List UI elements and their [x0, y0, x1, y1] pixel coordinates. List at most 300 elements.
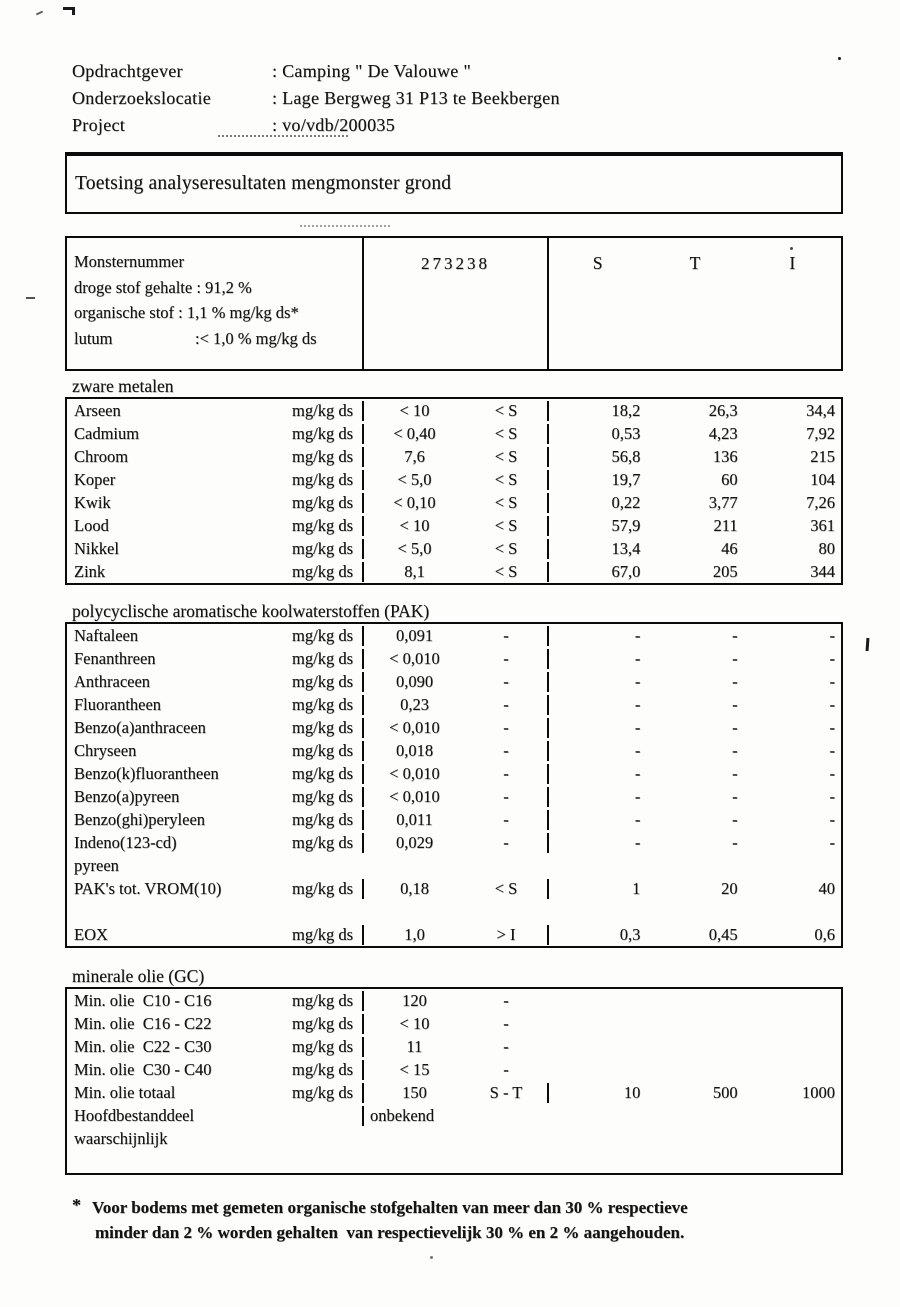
unit-label: mg/kg ds: [292, 924, 353, 944]
test-result-symbol: -: [503, 1059, 509, 1079]
substance-name: Nikkel: [74, 538, 119, 558]
test-result-symbol: -: [503, 648, 509, 668]
row-left-cell: [67, 718, 362, 738]
measured-value: 0,23: [400, 694, 429, 714]
substance-name: Benzo(a)pyreen: [74, 786, 180, 806]
s-value: 1: [632, 878, 641, 898]
i-value: -: [829, 625, 835, 645]
i-value: 104: [810, 469, 835, 489]
unit-label: mg/kg ds: [292, 1036, 353, 1056]
unit-label: mg/kg ds: [292, 469, 353, 489]
measured-value: 0,090: [395, 671, 434, 691]
test-result-symbol: -: [503, 694, 509, 714]
analysis-sections: [0, 375, 900, 1175]
unit-label: mg/kg ds: [292, 446, 353, 466]
measured-value: < 10: [399, 1013, 430, 1033]
report-title-box: [65, 152, 843, 214]
row-standards-cell: [547, 562, 841, 582]
row-left-cell: [67, 493, 362, 513]
row-standards-cell: [547, 493, 841, 513]
table-row: [67, 716, 841, 739]
scan-artifact-dash: [26, 297, 35, 299]
measured-value: 120: [402, 990, 427, 1010]
table-row: [67, 989, 841, 1012]
i-value: -: [829, 763, 835, 783]
row-result-cell: [362, 1037, 547, 1057]
row-result-cell: [362, 764, 547, 784]
s-value: 0,22: [611, 492, 641, 512]
s-value: -: [634, 809, 641, 829]
row-left-cell: [67, 810, 362, 830]
i-value: 361: [810, 515, 835, 535]
row-standards-cell: [547, 879, 841, 899]
table-row: [67, 422, 841, 445]
unit-label: mg/kg ds: [292, 625, 353, 645]
measured-value: < 0,010: [389, 786, 440, 806]
unit-label: mg/kg ds: [292, 648, 353, 668]
table-row: [67, 399, 841, 422]
unit-label: mg/kg ds: [292, 538, 353, 558]
s-value: -: [634, 763, 641, 783]
t-value: 205: [712, 561, 738, 581]
substance-name: Koper: [74, 469, 116, 489]
test-result-symbol: -: [503, 1036, 509, 1056]
row-left-cell: [67, 562, 362, 582]
row-left-cell: [67, 649, 362, 669]
row-result-cell: [362, 1060, 547, 1080]
sample-number-label: Monsternummer: [74, 252, 184, 271]
s-value: -: [634, 694, 641, 714]
scan-artifact-smudge: [218, 131, 348, 137]
scan-artifact-dot: [430, 1256, 433, 1259]
row-standards-cell: [547, 539, 841, 559]
s-value: -: [634, 717, 641, 737]
row-standards-cell: [547, 833, 841, 853]
location-value: : Lage Bergweg 31 P13 te Beekbergen: [272, 88, 560, 108]
t-value: -: [732, 786, 738, 806]
measured-value: < 10: [399, 515, 430, 535]
s-value: 19,7: [611, 469, 641, 489]
test-result-symbol: -: [503, 832, 509, 852]
section-heading: minerale olie (GC): [72, 966, 205, 986]
test-result-symbol: [468, 1106, 547, 1126]
test-result-symbol: > I: [496, 924, 516, 944]
row-left-cell: [67, 470, 362, 490]
table-row: [67, 762, 841, 785]
scan-artifact-corner-mark: [63, 7, 75, 10]
lutum-line: lutum :< 1,0 % mg/kg ds: [74, 328, 317, 348]
analysis-section: [0, 375, 900, 585]
unit-label: mg/kg ds: [292, 717, 353, 737]
substance-name: Hoofdbestanddeel: [74, 1105, 195, 1125]
row-standards-cell: [547, 470, 841, 490]
substance-name: Lood: [74, 515, 109, 535]
test-result-symbol: -: [503, 809, 509, 829]
i-value: -: [829, 809, 835, 829]
test-result-symbol: -: [503, 1013, 509, 1033]
project-value: : vo/vdb/200035: [272, 115, 396, 135]
test-result-symbol: < S: [494, 492, 518, 512]
scan-artifact-dash: [36, 11, 43, 16]
t-value: -: [732, 625, 738, 645]
unit-label: mg/kg ds: [292, 492, 353, 512]
measured-value: 0,018: [395, 740, 434, 760]
row-left-cell: [67, 1014, 362, 1034]
t-value: 0,45: [708, 924, 738, 944]
column-head-t: T: [689, 253, 701, 273]
table-row: [67, 900, 841, 923]
s-value: -: [634, 740, 641, 760]
substance-name: Min. olie C16 - C22: [74, 1013, 212, 1033]
substance-name: Zink: [74, 561, 106, 581]
test-result-symbol: -: [503, 763, 509, 783]
table-row: [67, 445, 841, 468]
s-value: 67,0: [611, 561, 641, 581]
i-value: -: [829, 786, 835, 806]
column-head-s: S: [592, 253, 603, 273]
header-row-location: [72, 85, 900, 112]
i-value: 215: [810, 446, 835, 466]
scan-artifact-dot: [838, 57, 841, 60]
measured-value: < 5,0: [397, 538, 432, 558]
unit-label: mg/kg ds: [292, 694, 353, 714]
row-left-cell: [67, 1106, 362, 1126]
t-value: -: [732, 671, 738, 691]
row-result-cell: [362, 470, 547, 490]
test-result-symbol: < S: [494, 423, 518, 443]
i-value: 7,92: [806, 423, 835, 443]
table-row: [67, 468, 841, 491]
sample-info-table: [65, 236, 843, 371]
row-left-cell: [67, 991, 362, 1011]
unit-label: [261, 856, 362, 876]
row-result-cell: [362, 741, 547, 761]
measured-value: < 0,40: [393, 423, 436, 443]
i-value: -: [829, 740, 835, 760]
row-result-cell: [362, 447, 547, 467]
t-value: -: [732, 740, 738, 760]
row-result-cell: [362, 1106, 547, 1126]
unit-label: mg/kg ds: [292, 878, 353, 898]
test-result-symbol: -: [503, 625, 509, 645]
i-value: 80: [818, 538, 835, 558]
measured-value: < 15: [399, 1059, 430, 1079]
measured-value: 0,011: [396, 809, 433, 829]
test-result-symbol: -: [503, 990, 509, 1010]
substance-name: Fenanthreen: [74, 648, 156, 668]
i-value: -: [829, 648, 835, 668]
i-value: -: [829, 694, 835, 714]
substance-name: Benzo(k)fluorantheen: [74, 763, 219, 783]
t-value: -: [732, 763, 738, 783]
s-value: -: [634, 786, 641, 806]
test-result-symbol: < S: [494, 515, 518, 535]
row-result-cell: [362, 401, 547, 421]
table-row: [67, 1058, 841, 1081]
organic-matter-line: organische stof : 1,1 % mg/kg ds*: [74, 303, 299, 322]
section-table: [65, 987, 843, 1175]
row-left-cell: [67, 833, 362, 853]
row-standards-cell: [547, 401, 841, 421]
table-row: [67, 1035, 841, 1058]
test-result-symbol: < S: [494, 538, 518, 558]
unit-label: mg/kg ds: [292, 740, 353, 760]
row-result-cell: [362, 626, 547, 646]
substance-name: Min. olie C30 - C40: [74, 1059, 212, 1079]
i-value: 1000: [801, 1082, 835, 1102]
row-left-cell: [67, 1129, 362, 1149]
table-row: [67, 693, 841, 716]
row-standards-cell: [547, 925, 841, 945]
table-row: [67, 670, 841, 693]
location-label: Onderzoekslocatie: [72, 88, 212, 108]
i-value: 0,6: [814, 924, 835, 944]
i-value: -: [829, 832, 835, 852]
dry-matter-line: droge stof gehalte : 91,2 %: [74, 277, 252, 297]
s-value: 57,9: [611, 515, 641, 535]
row-left-cell: [67, 764, 362, 784]
row-result-cell: [362, 493, 547, 513]
row-standards-cell: [547, 649, 841, 669]
client-label: Opdrachtgever: [72, 61, 183, 81]
unit-label: mg/kg ds: [292, 832, 353, 852]
measured-value: 0,18: [400, 878, 429, 898]
row-left-cell: [67, 787, 362, 807]
row-result-cell: [362, 672, 547, 692]
unit-label: [261, 1106, 362, 1126]
measured-value: onbekend: [370, 1105, 435, 1125]
row-result-cell: [362, 562, 547, 582]
unit-label: mg/kg ds: [292, 400, 353, 420]
report-title: Toetsing analyseresultaten mengmonster grond: [75, 173, 452, 194]
i-value: 7,26: [806, 492, 835, 512]
table-row: [67, 514, 841, 537]
row-result-cell: [362, 879, 547, 899]
substance-name: Anthraceen: [74, 671, 151, 691]
test-result-symbol: -: [503, 740, 509, 760]
table-row: [67, 537, 841, 560]
table-row: [67, 854, 841, 877]
measured-value: 150: [402, 1082, 427, 1102]
header-row-project: [72, 112, 900, 139]
analysis-section: [0, 965, 900, 1175]
test-result-symbol: < S: [494, 446, 518, 466]
scan-artifact-smudge: [300, 222, 390, 227]
row-left-cell: [67, 401, 362, 421]
unit-label: mg/kg ds: [292, 515, 353, 535]
s-value: 10: [623, 1082, 641, 1102]
i-value: 344: [810, 561, 835, 581]
table-row: [67, 1104, 841, 1127]
test-result-symbol: < S: [494, 561, 518, 581]
row-result-cell: [362, 695, 547, 715]
substance-name: Cadmium: [74, 423, 140, 443]
table-row: [67, 877, 841, 900]
unit-label: mg/kg ds: [292, 990, 353, 1010]
table-row: [67, 785, 841, 808]
row-standards-cell: [547, 626, 841, 646]
s-value: 56,8: [611, 446, 641, 466]
row-result-cell: [362, 649, 547, 669]
row-left-cell: [67, 879, 362, 899]
test-result-symbol: < S: [494, 400, 518, 420]
t-value: 136: [712, 446, 738, 466]
row-standards-cell: [547, 447, 841, 467]
analysis-section: [0, 600, 900, 948]
t-value: -: [732, 717, 738, 737]
substance-name: Benzo(ghi)peryleen: [74, 809, 206, 829]
t-value: 20: [721, 878, 738, 898]
test-result-symbol: -: [503, 671, 509, 691]
row-result-cell: [362, 539, 547, 559]
row-left-cell: [67, 695, 362, 715]
i-value: -: [829, 671, 835, 691]
row-result-cell: [362, 925, 547, 945]
measured-value: < 0,10: [393, 492, 436, 512]
substance-name: Indeno(123-cd): [74, 832, 177, 852]
table-row: [67, 624, 841, 647]
table-row: [67, 491, 841, 514]
substance-name: Arseen: [74, 400, 121, 420]
header-row-client: [72, 58, 900, 85]
substance-name: Kwik: [74, 492, 111, 512]
row-standards-cell: [547, 516, 841, 536]
measured-value: 11: [406, 1036, 423, 1056]
unit-label: mg/kg ds: [292, 671, 353, 691]
substance-name: Min. olie C10 - C16: [74, 990, 212, 1010]
column-head-i: I: [789, 253, 796, 273]
t-value: 3,77: [708, 492, 738, 512]
substance-name: Min. olie totaal: [74, 1082, 176, 1102]
client-value: : Camping " De Valouwe ": [272, 61, 472, 81]
row-result-cell: [362, 991, 547, 1011]
s-value: -: [634, 625, 641, 645]
measured-value: 7,6: [404, 446, 425, 466]
row-standards-cell: [547, 741, 841, 761]
s-value: 13,4: [611, 538, 641, 558]
t-value: -: [732, 832, 738, 852]
t-value: 211: [713, 515, 738, 535]
t-value: -: [732, 694, 738, 714]
row-result-cell: [362, 1014, 547, 1034]
sample-info-cell: [67, 238, 362, 369]
row-standards-cell: [547, 695, 841, 715]
unit-label: mg/kg ds: [292, 1013, 353, 1033]
t-value: 500: [712, 1082, 738, 1102]
test-result-symbol: < S: [494, 469, 518, 489]
unit-label: [261, 1129, 362, 1149]
footnote: [72, 1195, 900, 1245]
table-row: [67, 739, 841, 762]
unit-label: mg/kg ds: [292, 423, 353, 443]
unit-label: mg/kg ds: [292, 1082, 353, 1102]
unit-label: mg/kg ds: [292, 786, 353, 806]
row-left-cell: [67, 1037, 362, 1057]
substance-name: pyreen: [74, 855, 119, 875]
substance-name: Chryseen: [74, 740, 137, 760]
sample-number-cell: [362, 238, 547, 369]
test-result-symbol: -: [503, 717, 509, 737]
table-row: [67, 808, 841, 831]
row-result-cell: [362, 1083, 547, 1103]
t-value: 46: [721, 538, 738, 558]
table-row: [67, 1127, 841, 1150]
s-value: -: [634, 671, 641, 691]
row-standards-cell: [547, 787, 841, 807]
substance-name: waarschijnlijk: [74, 1128, 168, 1148]
unit-label: mg/kg ds: [292, 763, 353, 783]
footnote-text: [92, 1195, 688, 1245]
t-value: 4,23: [708, 423, 738, 443]
measured-value: 1,0: [404, 924, 425, 944]
row-result-cell: [362, 516, 547, 536]
project-label: Project: [72, 115, 126, 135]
table-row: [67, 560, 841, 583]
row-standards-cell: [547, 424, 841, 444]
row-standards-cell: [547, 672, 841, 692]
t-value: -: [732, 809, 738, 829]
substance-name: Fluorantheen: [74, 694, 162, 714]
row-result-cell: [362, 718, 547, 738]
document-header: [72, 58, 900, 139]
footnote-line-2: minder dan 2 % worden gehalten van respectievelijk 30 % en 2 % aangehouden.: [95, 1223, 685, 1242]
row-result-cell: [362, 833, 547, 853]
table-row: [67, 923, 841, 946]
measured-value: < 10: [399, 400, 430, 420]
row-left-cell: [67, 1083, 362, 1103]
table-row: [67, 831, 841, 854]
t-value: 26,3: [708, 400, 738, 420]
table-row: [67, 1012, 841, 1035]
footnote-line-1: Voor bodems met gemeten organische stofgehalten van meer dan 30 % respectieve: [92, 1198, 688, 1217]
row-left-cell: [67, 672, 362, 692]
unit-label: mg/kg ds: [292, 809, 353, 829]
table-row: [67, 647, 841, 670]
substance-name: Chroom: [74, 446, 129, 466]
s-value: -: [634, 648, 641, 668]
measured-value: 0,091: [395, 625, 434, 645]
i-value: -: [829, 717, 835, 737]
i-value: 34,4: [806, 400, 835, 420]
row-left-cell: [67, 925, 362, 945]
footnote-asterisk: *: [72, 1195, 81, 1215]
section-heading: zware metalen: [72, 376, 174, 396]
measured-value: < 5,0: [397, 469, 432, 489]
table-row: [67, 1081, 841, 1104]
test-result-symbol: < S: [494, 878, 518, 898]
row-result-cell: [362, 787, 547, 807]
measured-value: < 0,010: [389, 648, 440, 668]
row-left-cell: [67, 856, 362, 876]
test-result-symbol: S - T: [489, 1082, 523, 1102]
row-standards-cell: [547, 764, 841, 784]
measured-value: 0,029: [395, 832, 434, 852]
row-standards-cell: [547, 810, 841, 830]
s-value: 0,53: [611, 423, 641, 443]
row-left-cell: [67, 741, 362, 761]
row-left-cell: [67, 626, 362, 646]
t-value: -: [732, 648, 738, 668]
measured-value: < 0,010: [389, 763, 440, 783]
s-value: 18,2: [611, 400, 641, 420]
section-table: [65, 397, 843, 585]
row-left-cell: [67, 539, 362, 559]
s-value: 0,3: [619, 924, 641, 944]
sti-header-cell: [547, 238, 841, 369]
row-left-cell: [67, 516, 362, 536]
row-result-cell: [362, 424, 547, 444]
unit-label: mg/kg ds: [292, 1059, 353, 1079]
